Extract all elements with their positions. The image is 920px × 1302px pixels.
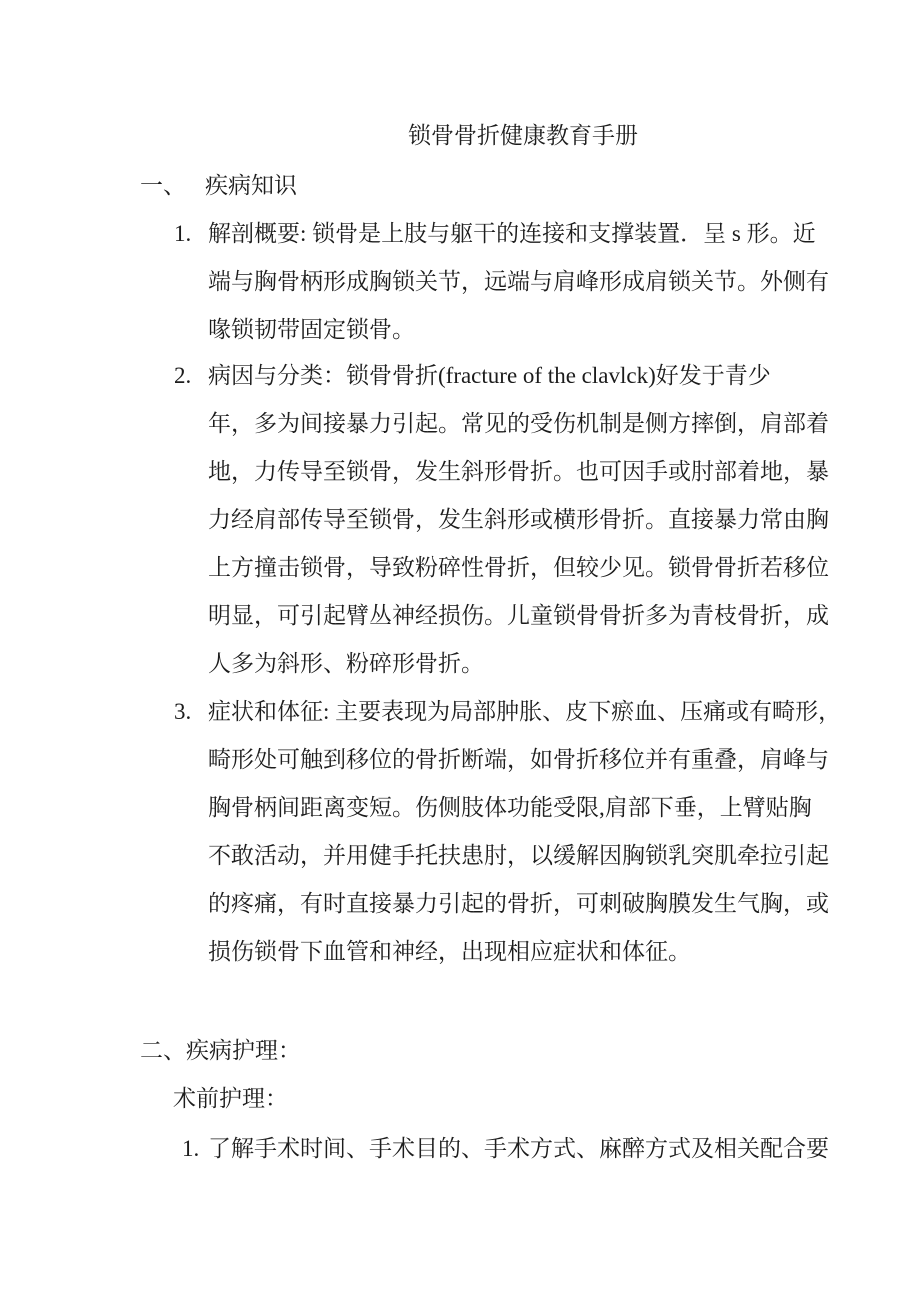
text-line: 明显，可引起臂丛神经损伤。儿童锁骨骨折多为青枝骨折，成	[208, 603, 829, 628]
text-line-content: 了解手术时间、手术目的、手术方式、麻醉方式及相关配合要	[208, 1136, 829, 1161]
text-line-content: 解剖概要: 锁骨是上肢与躯干的连接和支撑装置．呈 s 形。近	[208, 221, 816, 246]
text-line	[182, 1125, 829, 1173]
text-line: 损伤锁骨下血管和神经，出现相应症状和体征。	[208, 939, 691, 964]
text-line	[174, 352, 818, 400]
section2-subheading: 术前护理：	[173, 1086, 288, 1111]
list-number: 1.	[174, 221, 192, 246]
text-line	[174, 210, 818, 258]
text-line: 喙锁韧带固定锁骨。	[208, 317, 415, 342]
text-line: 人多为斜形、粉碎形骨折。	[208, 651, 484, 676]
page-title: 锁骨骨折健康教育手册	[408, 123, 638, 148]
text-line-content: 症状和体征: 主要表现为局部肿胀、皮下瘀血、压痛或有畸形，	[208, 699, 842, 724]
list-item	[174, 352, 829, 688]
list-number: 2.	[174, 363, 192, 388]
text-line	[174, 688, 842, 736]
section1-heading	[140, 171, 297, 201]
list-item	[182, 1125, 829, 1173]
section1-heading-label: 疾病知识	[205, 173, 297, 198]
text-line: 的疼痛，有时直接暴力引起的骨折，可刺破胸膜发生气胸，或	[208, 891, 829, 916]
list-number: 1.	[182, 1136, 200, 1161]
text-line: 地，力传导至锁骨，发生斜形骨折。也可因手或肘部着地，暴	[208, 459, 829, 484]
section1-numeral: 一、	[140, 173, 186, 198]
text-line: 胸骨柄间距离变短。伤侧肢体功能受限,肩部下垂，上臂贴胸	[208, 795, 812, 820]
text-line: 端与胸骨柄形成胸锁关节，远端与肩峰形成肩锁关节。外侧有	[208, 269, 829, 294]
list-item	[174, 210, 829, 354]
section2-numeral: 二、	[140, 1038, 186, 1063]
text-line: 畸形处可触到移位的骨折断端，如骨折移位并有重叠，肩峰与	[208, 747, 829, 772]
text-line: 上方撞击锁骨，导致粉碎性骨折，但较少见。锁骨骨折若移位	[208, 555, 829, 580]
section2-heading	[140, 1036, 301, 1066]
text-line: 不敢活动，并用健手托扶患肘，以缓解因胸锁乳突肌牵拉引起	[208, 843, 829, 868]
text-line: 力经肩部传导至锁骨，发生斜形或横形骨折。直接暴力常由胸	[208, 507, 829, 532]
text-line-content: 病因与分类：锁骨骨折(fracture of the clavlck)好发于青少	[208, 363, 771, 388]
section2-heading-label: 疾病护理：	[186, 1038, 301, 1063]
text-line: 年，多为间接暴力引起。常见的受伤机制是侧方摔倒，肩部着	[208, 411, 829, 436]
list-item	[174, 688, 842, 976]
list-number: 3.	[174, 699, 192, 724]
